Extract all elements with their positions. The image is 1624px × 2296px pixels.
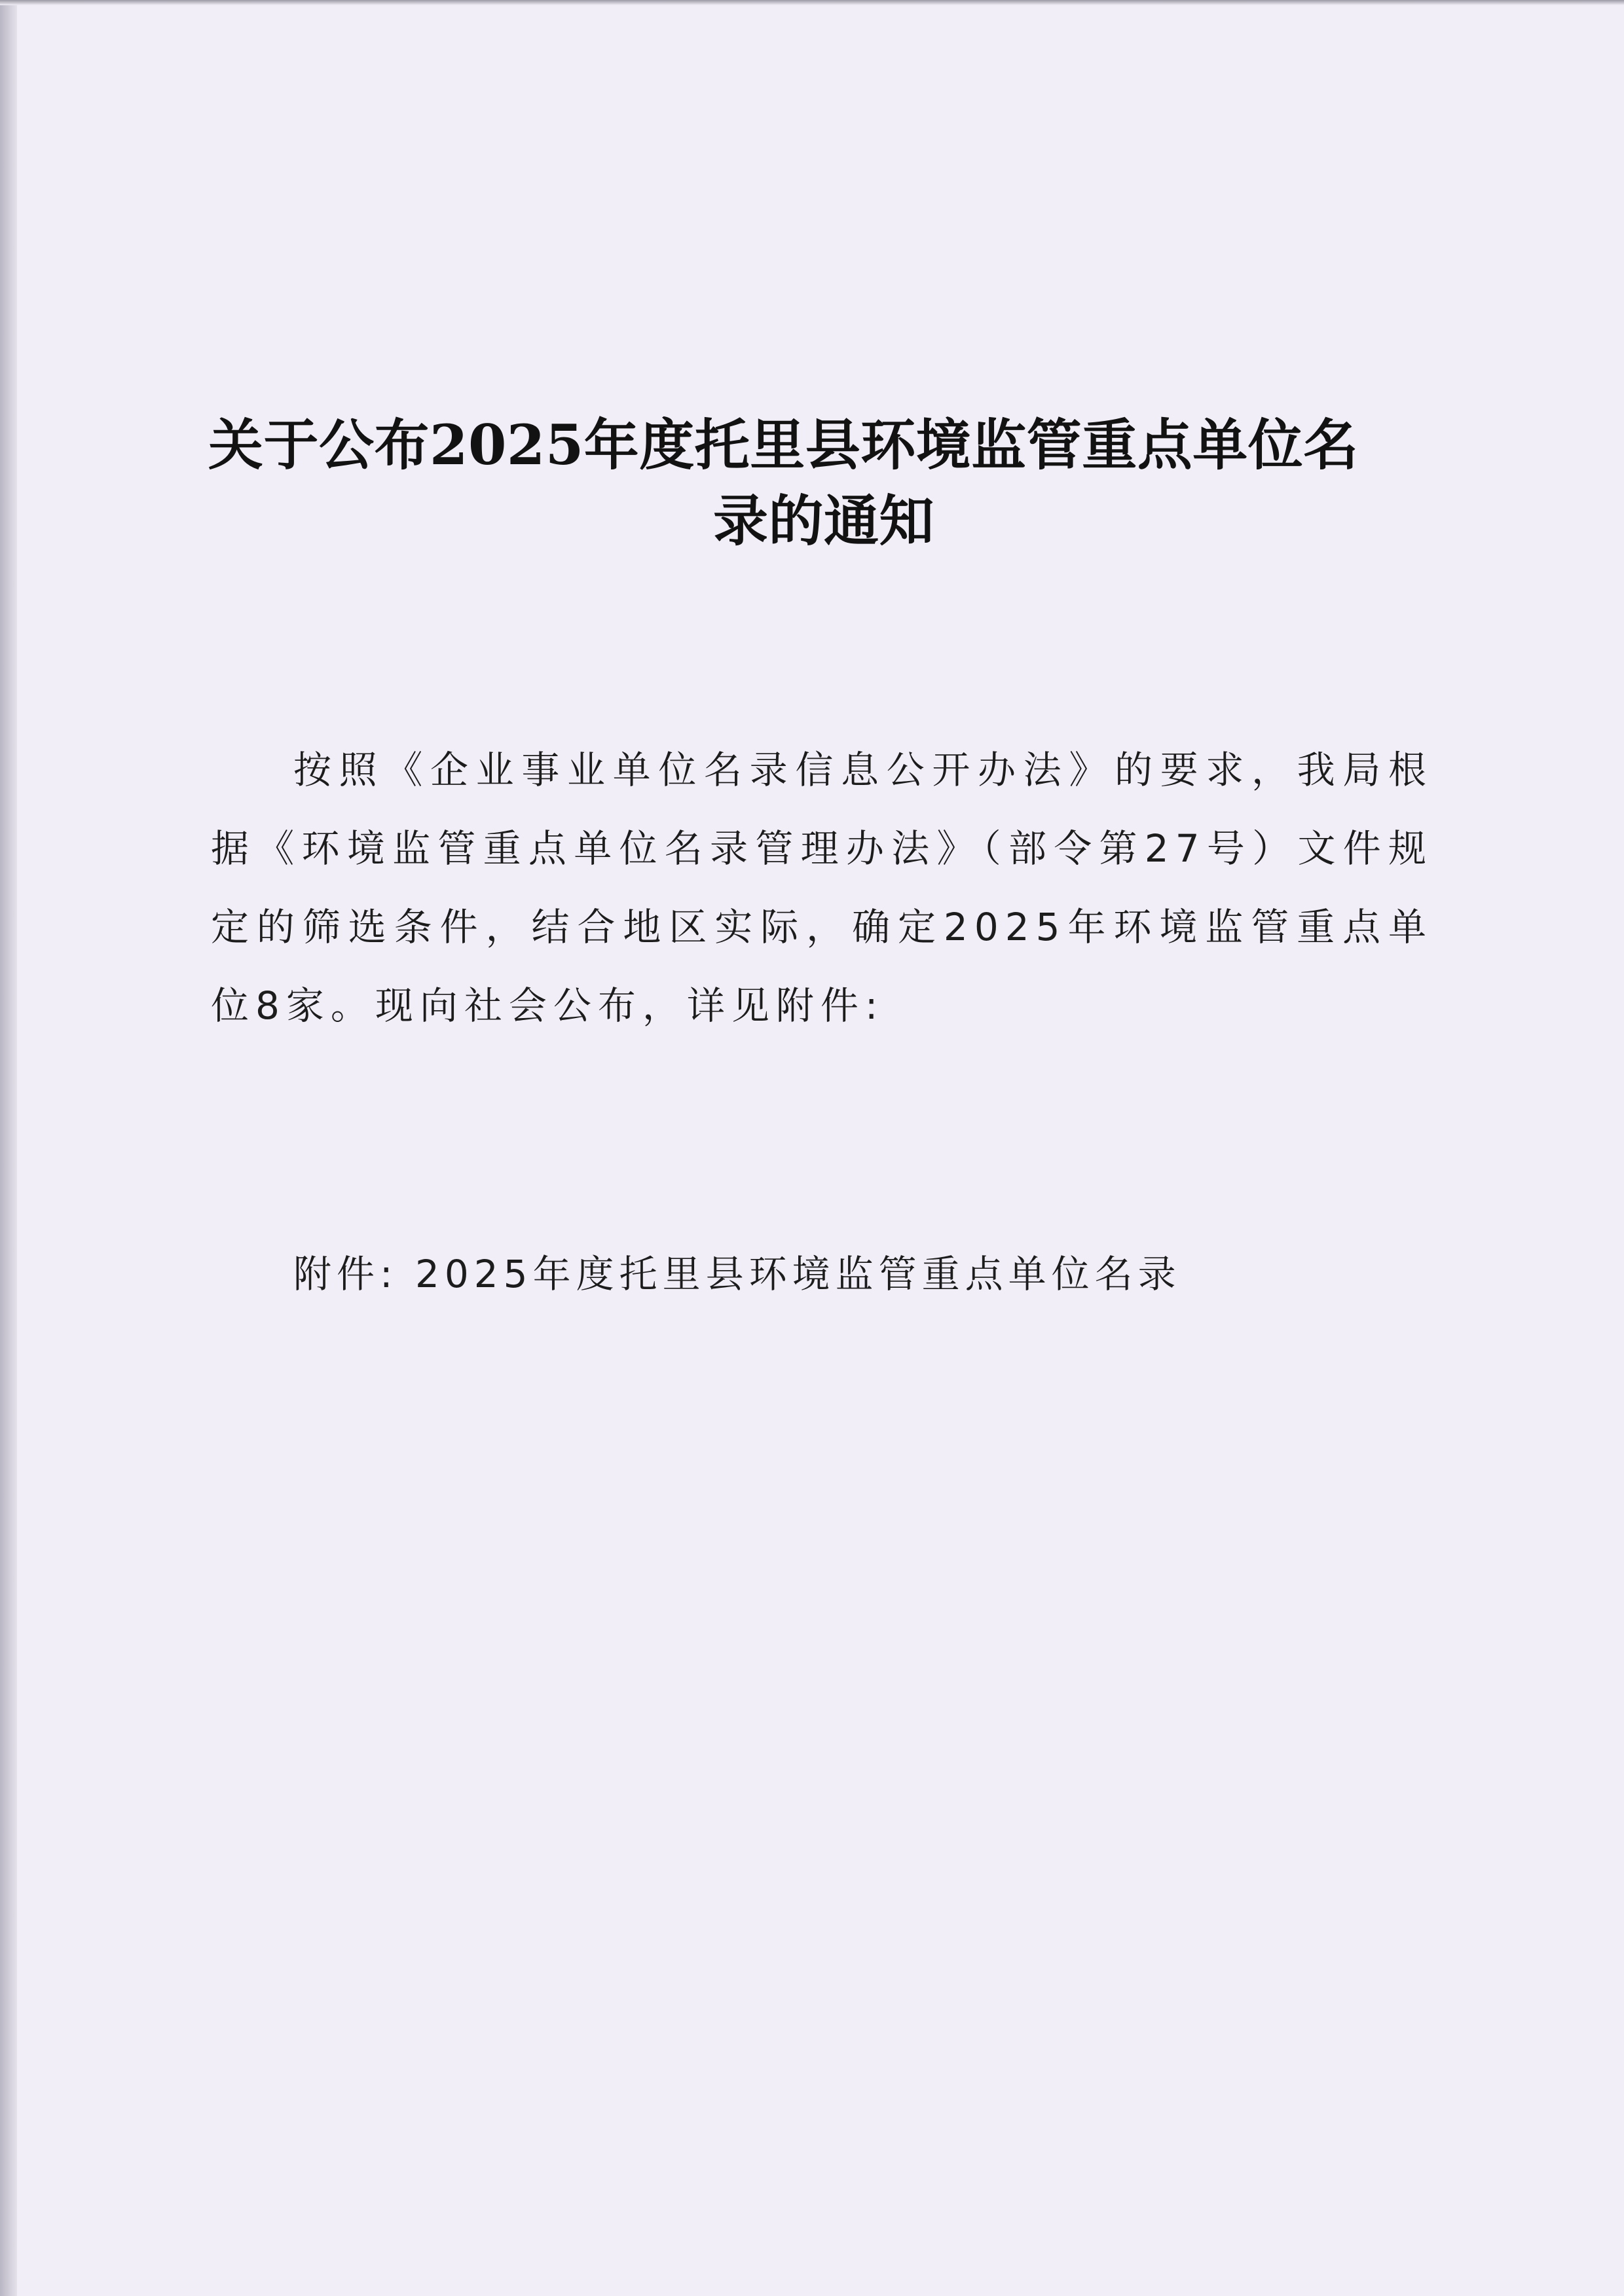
scan-edge-top: [0, 0, 1624, 5]
scan-edge-left: [0, 0, 17, 2296]
body-paragraph: 按照《企业事业单位名录信息公开办法》的要求，我局根据《环境监管重点单位名录管理办法》（部令第27号）文件规定的筛选条件，结合地区实际，确定2025年环境监管重点单位8家。现向社会公布，详见附件:: [211, 748, 1433, 1028]
title-line-1: 关于公布2025年度托里县环境监管重点单位名: [208, 412, 1359, 477]
document-title: [208, 407, 1439, 559]
title-line-2: 录的通知: [712, 488, 934, 553]
attachment-line: 附件: 2025年度托里县环境监管重点单位名录: [293, 1252, 1181, 1296]
